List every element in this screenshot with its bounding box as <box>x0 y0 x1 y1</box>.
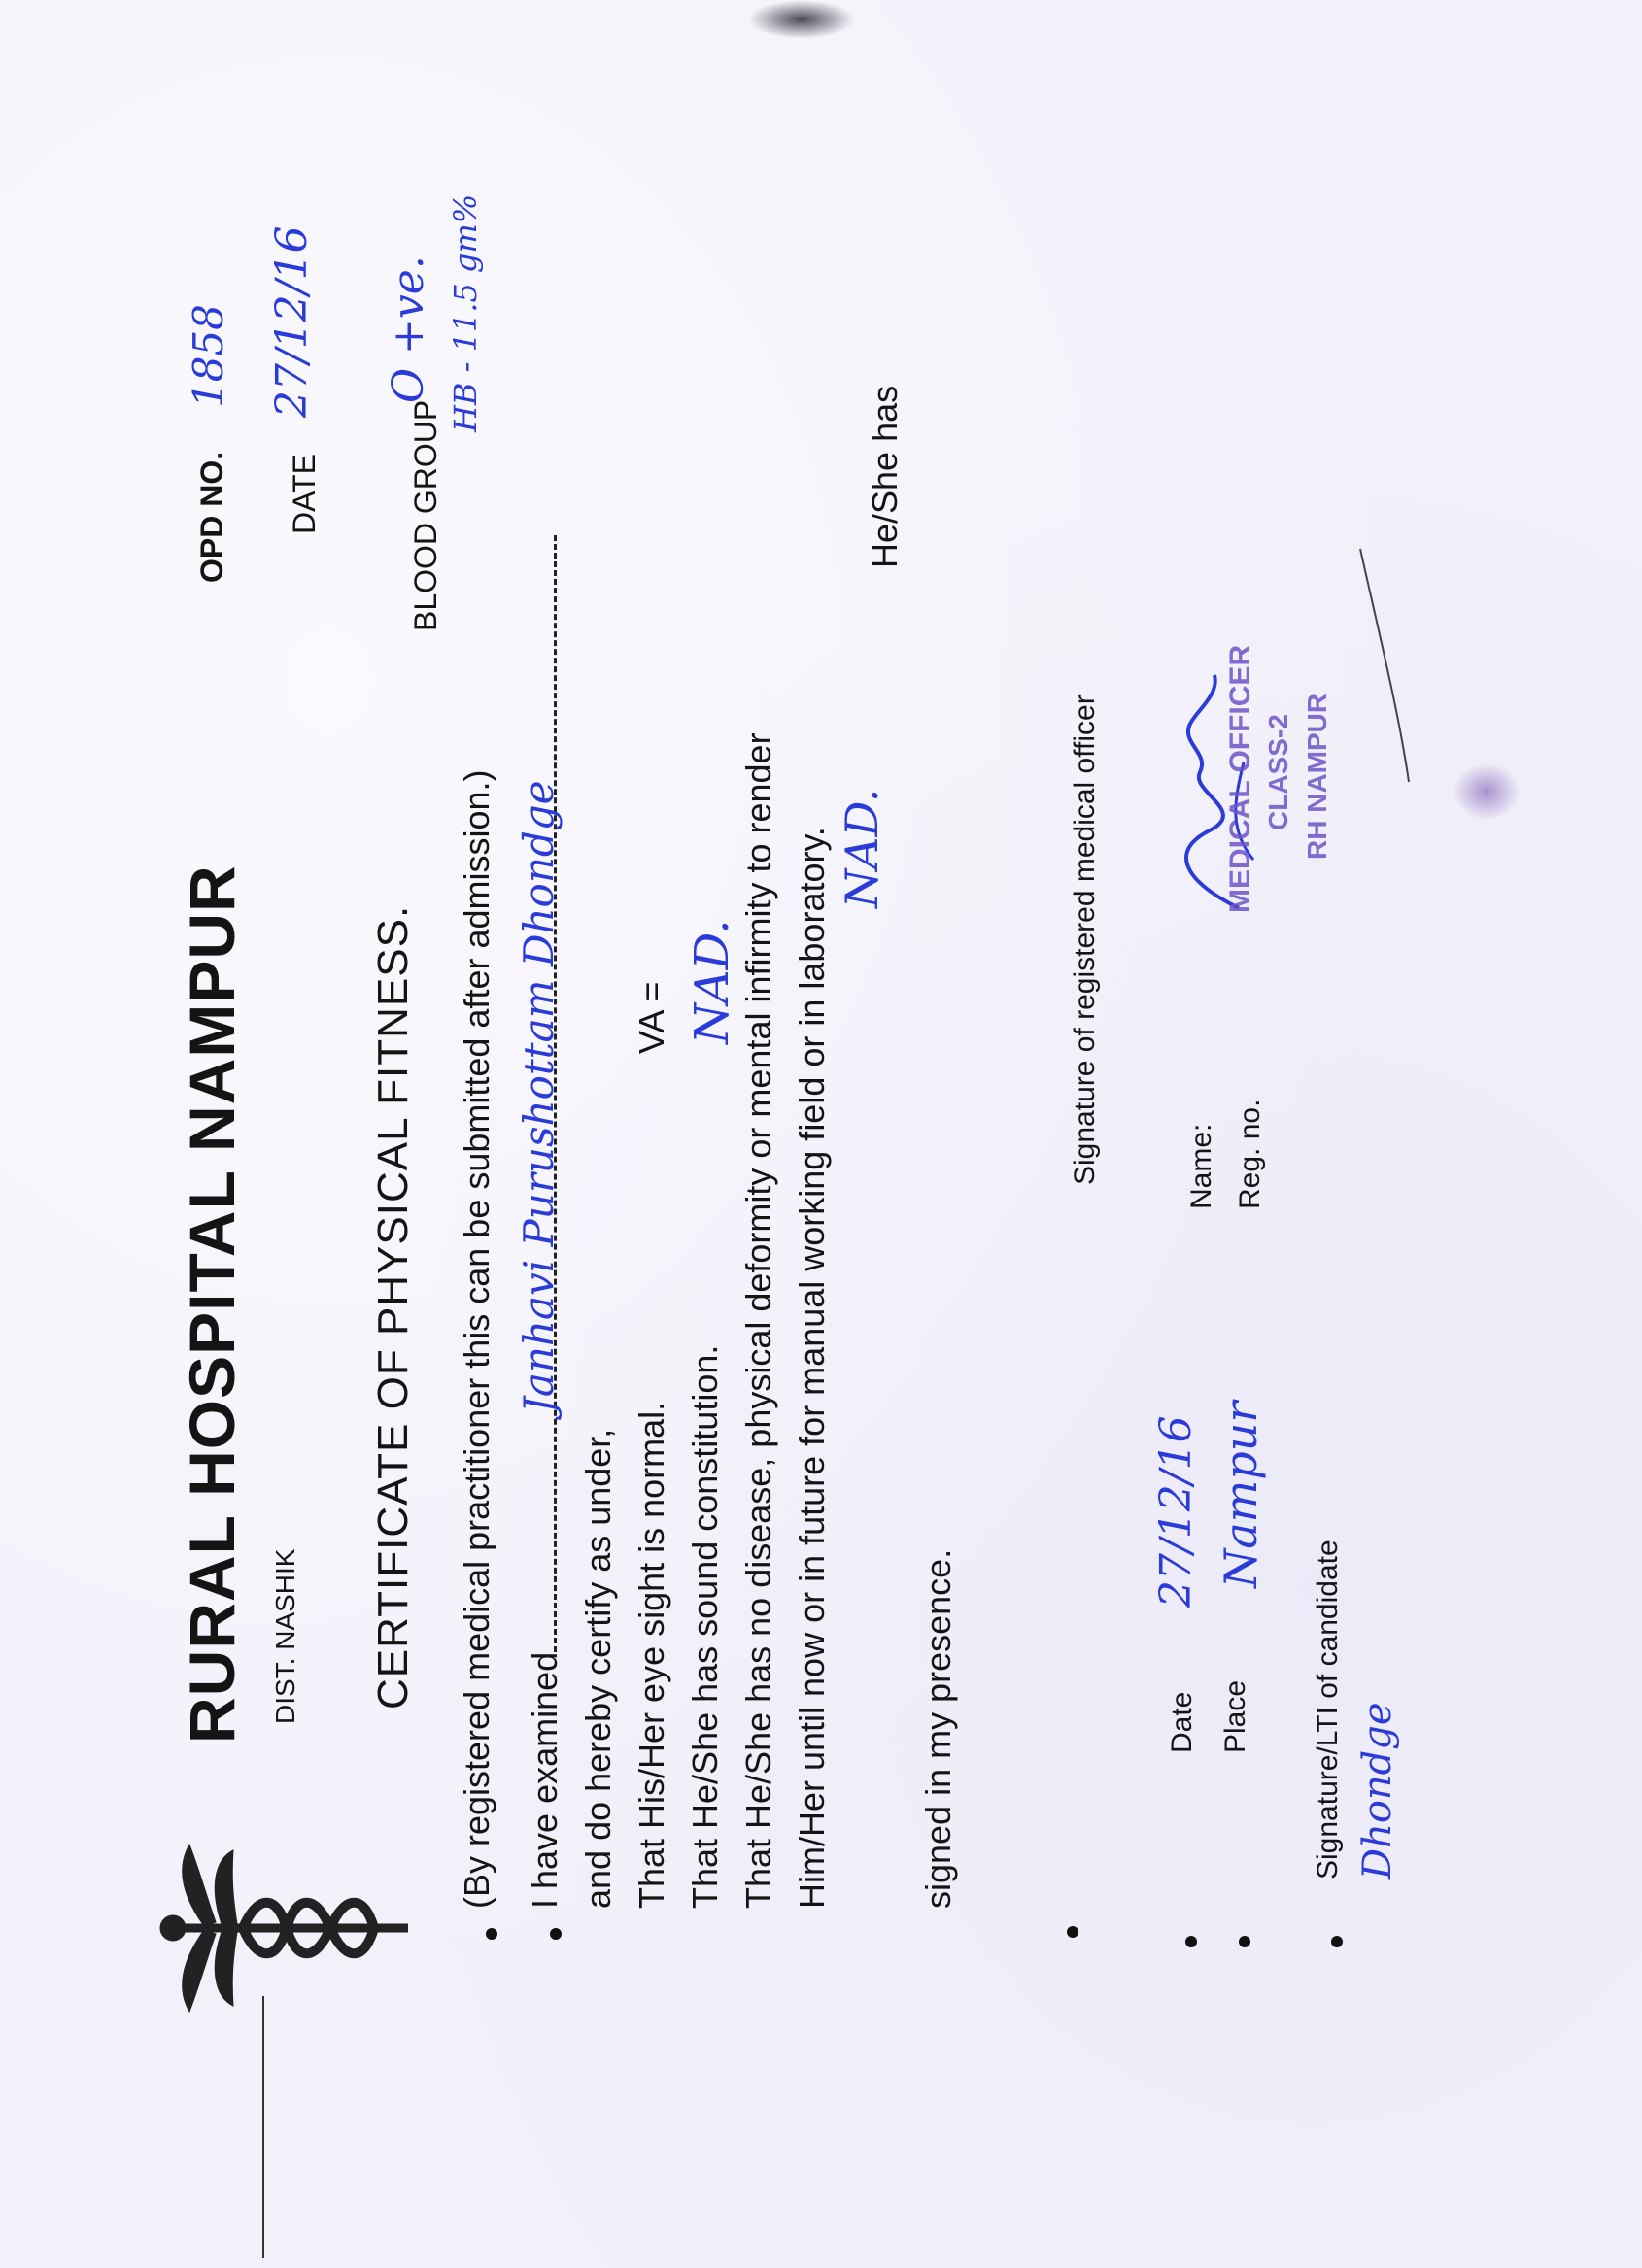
candidate-name: Janhavi Purushottam Dhondge <box>515 780 563 1413</box>
footer-date-value: 27/12/16 <box>1151 1415 1201 1608</box>
stamp-officer: MEDICAL OFFICER <box>1224 644 1256 913</box>
caduceus-emblem-icon <box>146 1841 418 2015</box>
hb-value: HB - 11.5 gm% <box>447 193 484 432</box>
pen-stroke <box>1341 539 1419 792</box>
candidate-signature-label: Signature/LTI of candidate <box>1312 1540 1344 1879</box>
signed-suffix: He/She has <box>865 385 905 568</box>
candidate-signature: Dhondge <box>1355 1702 1400 1879</box>
examined-prefix: I have examined <box>525 1651 564 1909</box>
medical-officer-signature-label: Signature of registered medical officer <box>1069 694 1101 1185</box>
bullet <box>1067 1926 1078 1938</box>
blood-group-value: O +ve. <box>384 255 433 403</box>
date-value: 27/12/16 <box>267 225 317 418</box>
date-label: DATE <box>287 454 322 534</box>
bullet <box>486 1928 497 1940</box>
bullet <box>1239 1936 1250 1947</box>
stamp-class: CLASS-2 <box>1263 714 1293 830</box>
laboratory-line: Him/Her until now or in future for manual working field or in laboratory. <box>792 827 832 1909</box>
footer-date-label: Date <box>1166 1691 1198 1753</box>
disease-line: That He/She has no disease, physical deformity or mental infirmity to render <box>738 732 778 1909</box>
bullet <box>550 1928 562 1940</box>
va-label: VA = <box>632 981 671 1054</box>
district-label: DIST. NASHIK <box>270 1548 300 1724</box>
blood-group-label: BLOOD GROUP <box>408 399 443 631</box>
presence-line: signed in my presence. <box>918 1548 958 1909</box>
certify-line: and do hereby certify as under, <box>578 1428 618 1909</box>
eyesight-line: That His/Her eye sight is normal. <box>632 1401 671 1909</box>
bullet <box>1331 1936 1343 1947</box>
officer-name-label: Name: <box>1185 1123 1217 1209</box>
stamp-location: RH NAMPUR <box>1302 693 1332 860</box>
reg-number-label: Reg. no. <box>1234 1099 1266 1209</box>
opd-number-label: OPD NO. <box>194 451 229 583</box>
place-label: Place <box>1219 1679 1251 1753</box>
instruction-line: (By registered medical practitioner this can be submitted after admission.) <box>457 769 496 1909</box>
bullet <box>1185 1936 1197 1947</box>
place-value: Nampur <box>1214 1401 1267 1588</box>
hospital-name: RURAL HOSPITAL NAMPUR <box>176 864 248 1743</box>
va-value: NAD. <box>685 919 739 1044</box>
constitution-line: That He/She has sound constitution. <box>685 1344 725 1909</box>
certificate-title: CERTIFICATE OF PHYSICAL FITNESS. <box>369 904 417 1709</box>
opd-number-value: 1858 <box>185 304 232 408</box>
nad-value: NAD. <box>836 788 888 908</box>
